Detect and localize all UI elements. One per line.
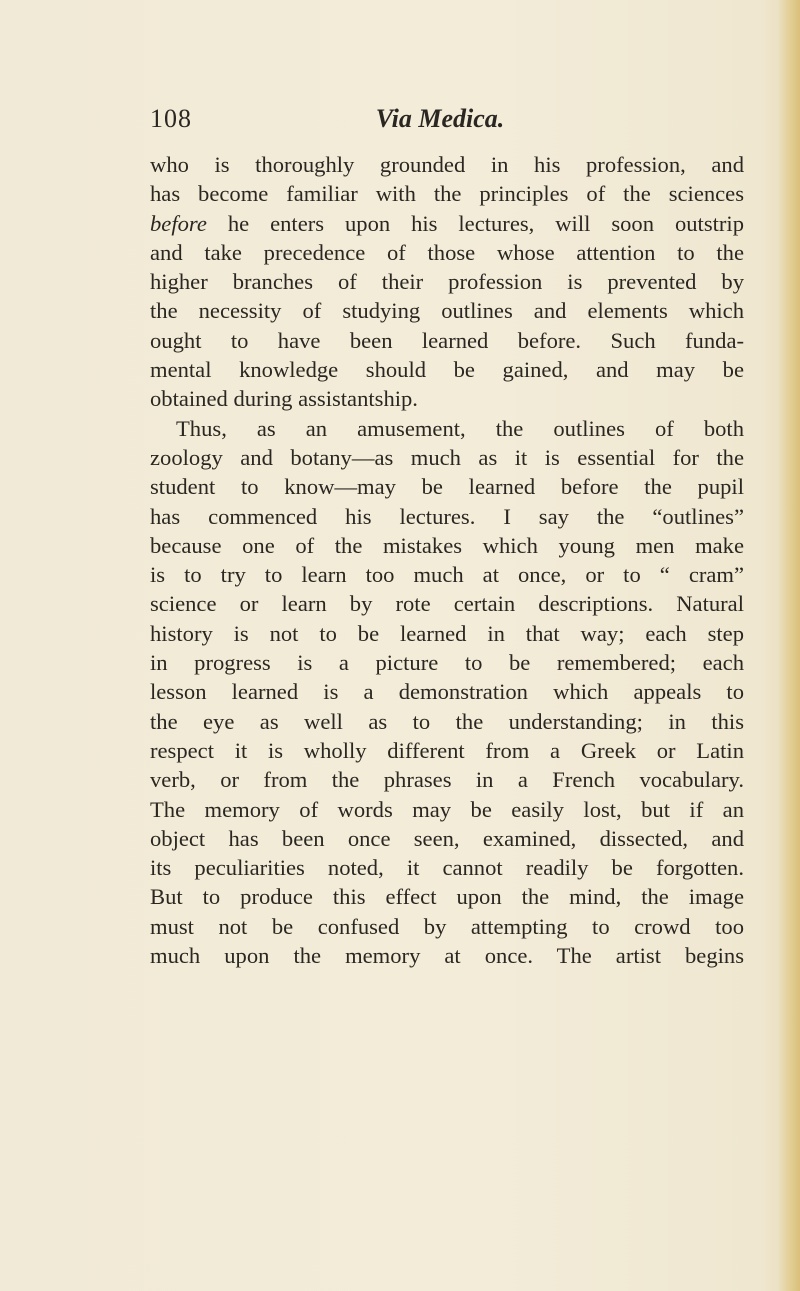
text-line: must not be confused by attempting to crowd too: [150, 913, 744, 939]
text-line: has commenced his lectures. I say the “outlines”: [150, 503, 744, 529]
text-line: obtained during assistantship.: [150, 386, 418, 412]
text-line: is to try to learn too much at once, or to “ cram”: [150, 562, 744, 588]
emphasis-before: before: [150, 210, 207, 236]
body-text: [150, 150, 744, 970]
text-line: higher branches of their profession is prevented by: [150, 269, 744, 295]
text-line: who is thoroughly grounded in his profession, and: [150, 152, 744, 177]
text-line: lesson learned is a demonstration which appeals to: [150, 679, 744, 705]
page-number: 108: [150, 104, 192, 133]
text-line: student to know—may be learned before the pupil: [150, 474, 744, 500]
text-line: science or learn by rote certain descriptions. Natural: [150, 591, 744, 617]
running-title: Via Medica.: [375, 104, 505, 133]
text-line: But to produce this effect upon the mind, the image: [150, 884, 744, 910]
text-line: respect it is wholly different from a Greek or Latin: [150, 737, 744, 763]
text-line: the necessity of studying outlines and elements which: [150, 298, 744, 324]
text-line: has become familiar with the principles of the sciences: [150, 181, 744, 207]
text-line: much upon the memory at once. The artist begins: [150, 943, 744, 969]
text-line: before he enters upon his lectures, will soon outstrip: [150, 210, 744, 236]
text-line: Thus, as an amusement, the outlines of both: [176, 415, 744, 441]
text-line: the eye as well as to the understanding; in this: [150, 708, 744, 734]
text-line: ought to have been learned before. Such funda-: [150, 327, 744, 353]
text-line: and take precedence of those whose attention to the: [150, 239, 744, 265]
text-line: history is not to be learned in that way; each step: [150, 620, 744, 646]
text-line: object has been once seen, examined, dissected, and: [150, 825, 744, 851]
text-line: verb, or from the phrases in a French vocabulary.: [150, 767, 744, 793]
text-line: The memory of words may be easily lost, but if an: [150, 796, 744, 822]
text-line: zoology and botany—as much as it is essential for the: [150, 444, 744, 470]
page-edge-shadow: [778, 0, 800, 1291]
text-line: its peculiarities noted, it cannot readily be forgotten.: [150, 855, 744, 881]
page-header: [150, 104, 710, 144]
text-line: in progress is a picture to be remembered; each: [150, 650, 744, 676]
text-line: mental knowledge should be gained, and may be: [150, 357, 744, 383]
text-line: because one of the mistakes which young men make: [150, 532, 744, 558]
